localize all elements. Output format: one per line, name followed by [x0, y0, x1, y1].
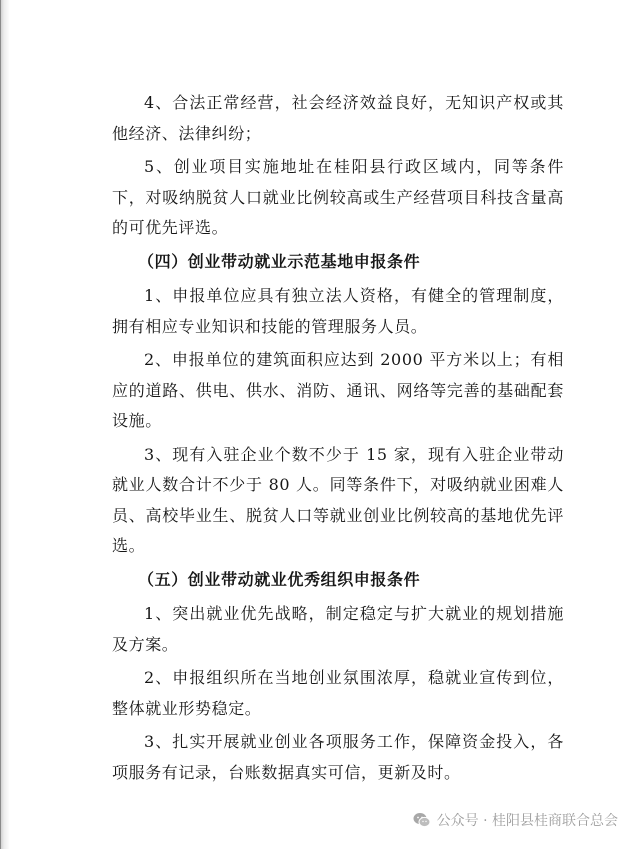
- paragraph-base-3: 3、现有入驻企业个数不少于 15 家，现有入驻企业带动就业人数合计不少于 80 人。同等条件下，对吸纳就业困难人员、高校毕业生、脱贫人口等就业创业比例较高的基地优先评选。: [112, 444, 564, 555]
- paragraph-item-5: 5、创业项目实施地址在桂阳县行政区域内，同等条件下，对吸纳脱贫人口就业比例较高或生产经营项目科技含量高的可优先评选。: [112, 157, 564, 237]
- paragraph-base-1: 1、申报单位应具有独立法人资格，有健全的管理制度，拥有相应专业知识和技能的管理服务人员。: [112, 286, 564, 336]
- document-body: [112, 88, 564, 791]
- paragraph-org-1: 1、突出就业优先战略，制定稳定与扩大就业的规划措施及方案。: [112, 604, 564, 654]
- watermark-text: 公众号 · 桂阳县桂商联合总会: [436, 813, 618, 829]
- page-edge: [0, 0, 10, 849]
- paragraph-base-2: 2、申报单位的建筑面积应达到 2000 平方米以上；有相应的道路、供电、供水、消防、通讯、网络等完善的基础配套设施。: [112, 350, 564, 430]
- paragraph-org-3: 3、扎实开展就业创业各项服务工作，保障资金投入，各项服务有记录，台账数据真实可信，更新及时。: [112, 732, 564, 782]
- wechat-icon: [413, 812, 431, 828]
- section-heading-4: （四）创业带动就业示范基地申报条件: [138, 251, 421, 271]
- paragraph-item-4: 4、合法正常经营，社会经济效益良好，无知识产权或其他经济、法律纠纷；: [112, 93, 564, 143]
- paragraph-org-2: 2、申报组织所在当地创业氛围浓厚，稳就业宣传到位，整体就业形势稳定。: [112, 668, 564, 718]
- section-heading-5: （五）创业带动就业优秀组织申报条件: [138, 569, 421, 589]
- wechat-watermark: [413, 810, 618, 830]
